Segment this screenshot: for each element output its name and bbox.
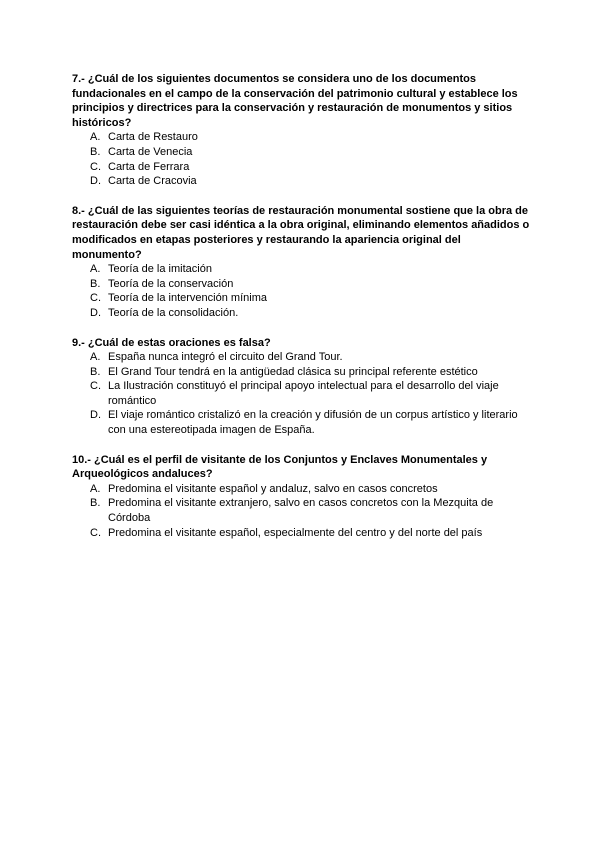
option-letter: A.: [90, 263, 101, 276]
answer-option: [72, 526, 532, 541]
answer-option: [72, 291, 532, 306]
option-text: El viaje romántico cristalizó en la creación y difusión de un corpus artístico y literario con una estereotipada imagen de España.: [108, 409, 518, 437]
option-letter: B.: [90, 497, 101, 510]
answer-option: [72, 130, 532, 145]
answer-options: [72, 262, 532, 320]
answer-option: [72, 379, 532, 408]
answer-option: [72, 145, 532, 160]
question-10: [72, 453, 532, 541]
option-letter: D.: [90, 409, 101, 422]
answer-options: [72, 482, 532, 540]
option-text: España nunca integró el circuito del Grand Tour.: [108, 351, 343, 364]
option-text: Predomina el visitante español y andaluz, salvo en casos concretos: [108, 482, 438, 495]
answer-option: [72, 408, 532, 437]
option-letter: C.: [90, 526, 101, 539]
option-text: Teoría de la intervención mínima: [108, 292, 267, 305]
option-letter: B.: [90, 277, 101, 290]
question-list: [72, 72, 532, 555]
question-text: 8.- ¿Cuál de las siguientes teorías de restauración monumental sostiene que la obra de restauración debe ser casi idéntica a la obra original, eliminando elementos añadidos o modificados en etapas posteriores y restaurando la apariencia original del monumento?: [72, 204, 530, 261]
option-text: Predomina el visitante extranjero, salvo en casos concretos con la Mezquita de Córdoba: [108, 497, 494, 525]
answer-option: [72, 365, 532, 380]
option-letter: D.: [90, 306, 101, 319]
question-7: [72, 72, 532, 189]
question-text: 10.- ¿Cuál es el perfil de visitante de los Conjuntos y Enclaves Monumentales y Arqueológicos andaluces?: [72, 453, 488, 481]
answer-options: [72, 130, 532, 188]
option-text: Carta de Venecia: [108, 145, 193, 158]
answer-option: [72, 482, 532, 497]
option-text: Predomina el visitante español, especialmente del centro y del norte del país: [108, 526, 483, 539]
answer-option: [72, 350, 532, 365]
answer-option: [72, 277, 532, 292]
answer-option: [72, 496, 532, 525]
option-letter: C.: [90, 160, 101, 173]
option-letter: A.: [90, 482, 101, 495]
question-text: 9.- ¿Cuál de estas oraciones es falsa?: [72, 336, 271, 349]
answer-option: [72, 174, 532, 189]
option-letter: A.: [90, 131, 101, 144]
question-9: [72, 336, 532, 438]
option-letter: A.: [90, 351, 101, 364]
option-text: Carta de Restauro: [108, 131, 198, 144]
option-letter: B.: [90, 145, 101, 158]
answer-option: [72, 262, 532, 277]
option-letter: D.: [90, 175, 101, 188]
option-text: Carta de Ferrara: [108, 160, 190, 173]
question-text: 7.- ¿Cuál de los siguientes documentos se considera uno de los documentos fundacionales en el campo de la conservación del patrimonio cultural y establece los principios y directrices para la conservación y restauración de monumentos y sitios históricos?: [72, 73, 518, 129]
option-text: Teoría de la conservación: [108, 277, 234, 290]
option-text: El Grand Tour tendrá en la antigüedad clásica su principal referente estético: [108, 365, 478, 378]
answer-options: [72, 350, 532, 438]
option-text: La Ilustración constituyó el principal apoyo intelectual para el desarrollo del viaje romántico: [108, 380, 499, 407]
option-text: Carta de Cracovia: [108, 175, 197, 188]
option-letter: C.: [90, 380, 101, 393]
option-letter: C.: [90, 292, 101, 305]
option-text: Teoría de la imitación: [108, 263, 212, 276]
question-8: [72, 204, 532, 321]
answer-option: [72, 160, 532, 175]
option-letter: B.: [90, 365, 101, 378]
answer-option: [72, 306, 532, 321]
option-text: Teoría de la consolidación.: [108, 306, 239, 319]
